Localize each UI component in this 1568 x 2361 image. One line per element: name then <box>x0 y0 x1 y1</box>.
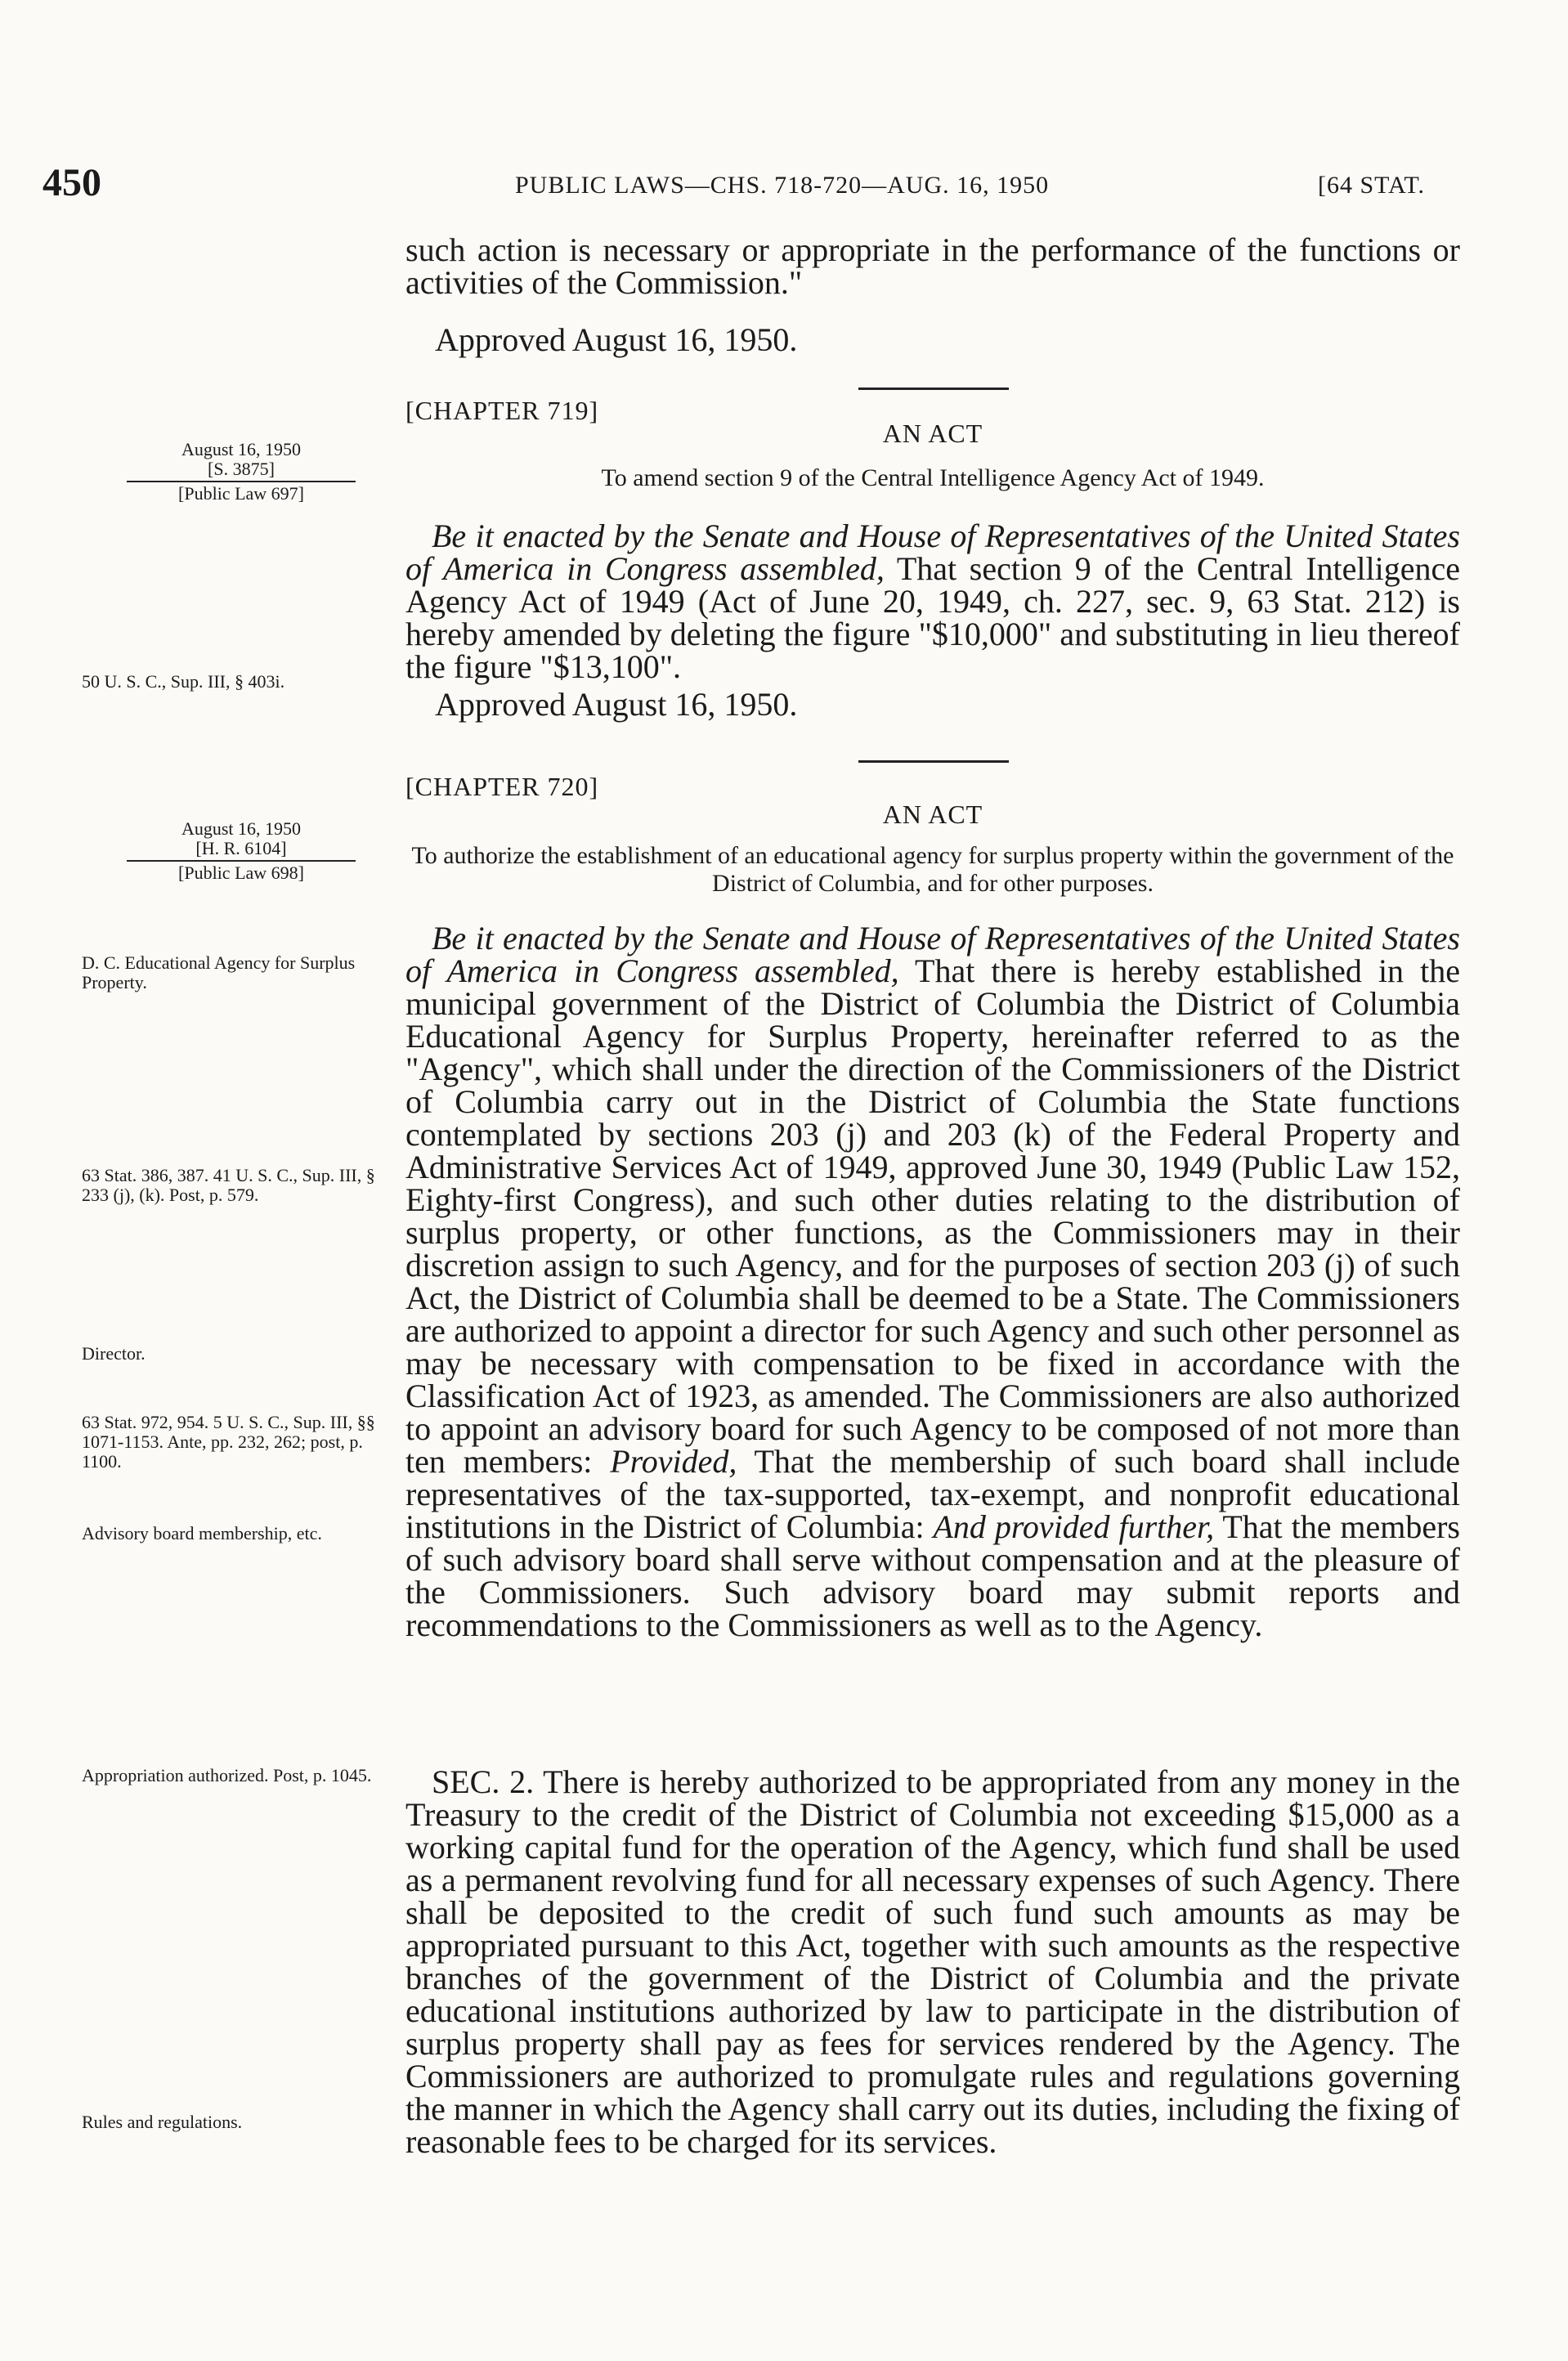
running-head: PUBLIC LAWS—CHS. 718-720—AUG. 16, 1950 <box>515 172 1050 199</box>
margin-note-rules: Rules and regulations. <box>82 2112 243 2132</box>
chapter-720-section-2 <box>405 1763 1461 2160</box>
enacting-clause: Be it enacted by the Senate and House of Representatives of the United States of America in Congress assembled, <box>405 517 1460 587</box>
chapter-720-act-heading: AN ACT <box>882 800 983 829</box>
margin-note-citations: 63 Stat. 386, 387. 41 U. S. C., Sup. III, § 233 (j), (k). Post, p. 579. <box>82 1165 375 1205</box>
chapter-719-title: To amend section 9 of the Central Intelligence Agency Act of 1949. <box>601 464 1265 491</box>
margin-note-appropriation: Appropriation authorized. Post, p. 1045. <box>82 1765 372 1785</box>
margin-date: August 16, 1950 <box>181 439 302 459</box>
chapter-719-body <box>405 517 1461 685</box>
margin-date: August 16, 1950 <box>181 818 302 839</box>
margin-bill: [S. 3875] <box>208 459 275 479</box>
margin-bill: [H. R. 6104] <box>195 838 287 858</box>
separator-rule <box>858 760 1009 763</box>
margin-law: [Public Law 698] <box>178 862 304 883</box>
page-number: 450 <box>43 161 101 204</box>
section-2-text: There is hereby authorized to be appropriated from any money in the Treasury to the credit of the District of Columbia not exceeding $15,000 as a working capital fund for the operation of the Agency, which fund shall be used as a permanent revolving fund for all necessary expenses of such Agency. There shall be deposited to the credit of such fund such amounts as may be appropriated pursuant to this Act, together with such amounts as the respective branches of the government of the District of Columbia and the private educational institutions authorized by law to participate in the distribution of surplus property shall pay as fees for services rendered by the Agency. The Commissioners are authorized to promulgate rules and regulations governing the manner in which the Agency shall carry out its duties, including the fixing of reasonable fees to be charged for its services. <box>405 1763 1461 2160</box>
margin-note-advisory-board: Advisory board membership, etc. <box>82 1523 322 1543</box>
margin-note-director: Director. <box>82 1343 146 1364</box>
chapter-719-act-heading: AN ACT <box>882 419 983 448</box>
proviso-further: And provided further, <box>933 1508 1215 1545</box>
chapter-720-margin-header <box>82 819 401 883</box>
separator-rule <box>858 388 1009 390</box>
proviso: Provided, <box>610 1443 737 1480</box>
continuation-text <box>405 231 1460 301</box>
continuation-paragraph: such action is necessary or appropriate in the performance of the functions or activities of the Commission." <box>405 231 1460 301</box>
chapter-720-label: [CHAPTER 720] <box>405 772 599 801</box>
approved-line-719: Approved August 16, 1950. <box>435 686 798 723</box>
margin-law: [Public Law 697] <box>178 483 304 504</box>
chapter-720-section-1 <box>405 922 1460 1642</box>
chapter-719-margin-cite: 50 U. S. C., Sup. III, § 403i. <box>82 671 285 692</box>
chapter-719-label: [CHAPTER 719] <box>405 396 599 425</box>
margin-rule <box>127 860 356 862</box>
section-1-text: That there is hereby established in the municipal government of the District of Columbia the District of Columbia Educational Agency for Surplus Property, hereinafter referred to as the "Agency", which shall under the direction of the Commissioners of the District of Columbia carry out in the District of Columbia the State functions contemplated by sections 203 (j) and 203 (k) of the Federal Property and Administrative Services Act of 1949, approved June 30, 1949 (Public Law 152, Eighty-first Congress), and such other duties relating to the distribution of surplus property, or other functions, as the Commissioners may in their discretion assign to such Agency, and for the purposes of section 203 (j) of such Act, the District of Columbia shall be deemed to be a State. The Commissioners are authorized to appoint a director for such Agency and such other personnel as may be necessary with compensation to be fixed in accordance with the Classification Act of 1923, as amended. The Commissioners are also authorized to appoint an advisory board for such Agency to be composed of not more than ten members: <box>405 952 1461 1480</box>
chapter-720-title: To authorize the establishment of an educational agency for surplus property within the government of the District of Columbia, and for other purposes. <box>411 842 1454 897</box>
chapter-719-text: That section 9 of the Central Intelligence Agency Act of 1949 (Act of June 20, 1949, ch. 227, sec. 9, 63 Stat. 212) is hereby amended by deleting the figure "$10,000" and substituting in lieu thereof the figure "$13,100". <box>405 550 1461 685</box>
chapter-719-margin-header <box>82 440 401 504</box>
enacting-clause: Be it enacted by the Senate and House of Representatives of the United States of America in Congress assembled, <box>405 920 1460 989</box>
margin-rule <box>127 481 356 482</box>
approved-line-718: Approved August 16, 1950. <box>435 321 798 358</box>
section-1-text-b: That the membership of such board shall include representatives of the tax-supported, tax-exempt, and nonprofit educational institutions in the District of Columbia: <box>405 1443 1461 1545</box>
stat-reference: [64 STAT. <box>1318 172 1426 199</box>
section-1-text-c: That the members of such advisory board shall serve without compensation and at the pleasure of the Commissioners. Such advisory board may submit reports and recommendations to the Commissioners as well as to the Agency. <box>405 1508 1460 1643</box>
margin-note-classification: 63 Stat. 972, 954. 5 U. S. C., Sup. III, §§ 1071-1153. Ante, pp. 232, 262; post, p. 1100. <box>82 1412 375 1472</box>
section-2-label: SEC. 2. <box>432 1763 535 1800</box>
margin-note-agency: D. C. Educational Agency for Surplus Property. <box>82 952 356 992</box>
